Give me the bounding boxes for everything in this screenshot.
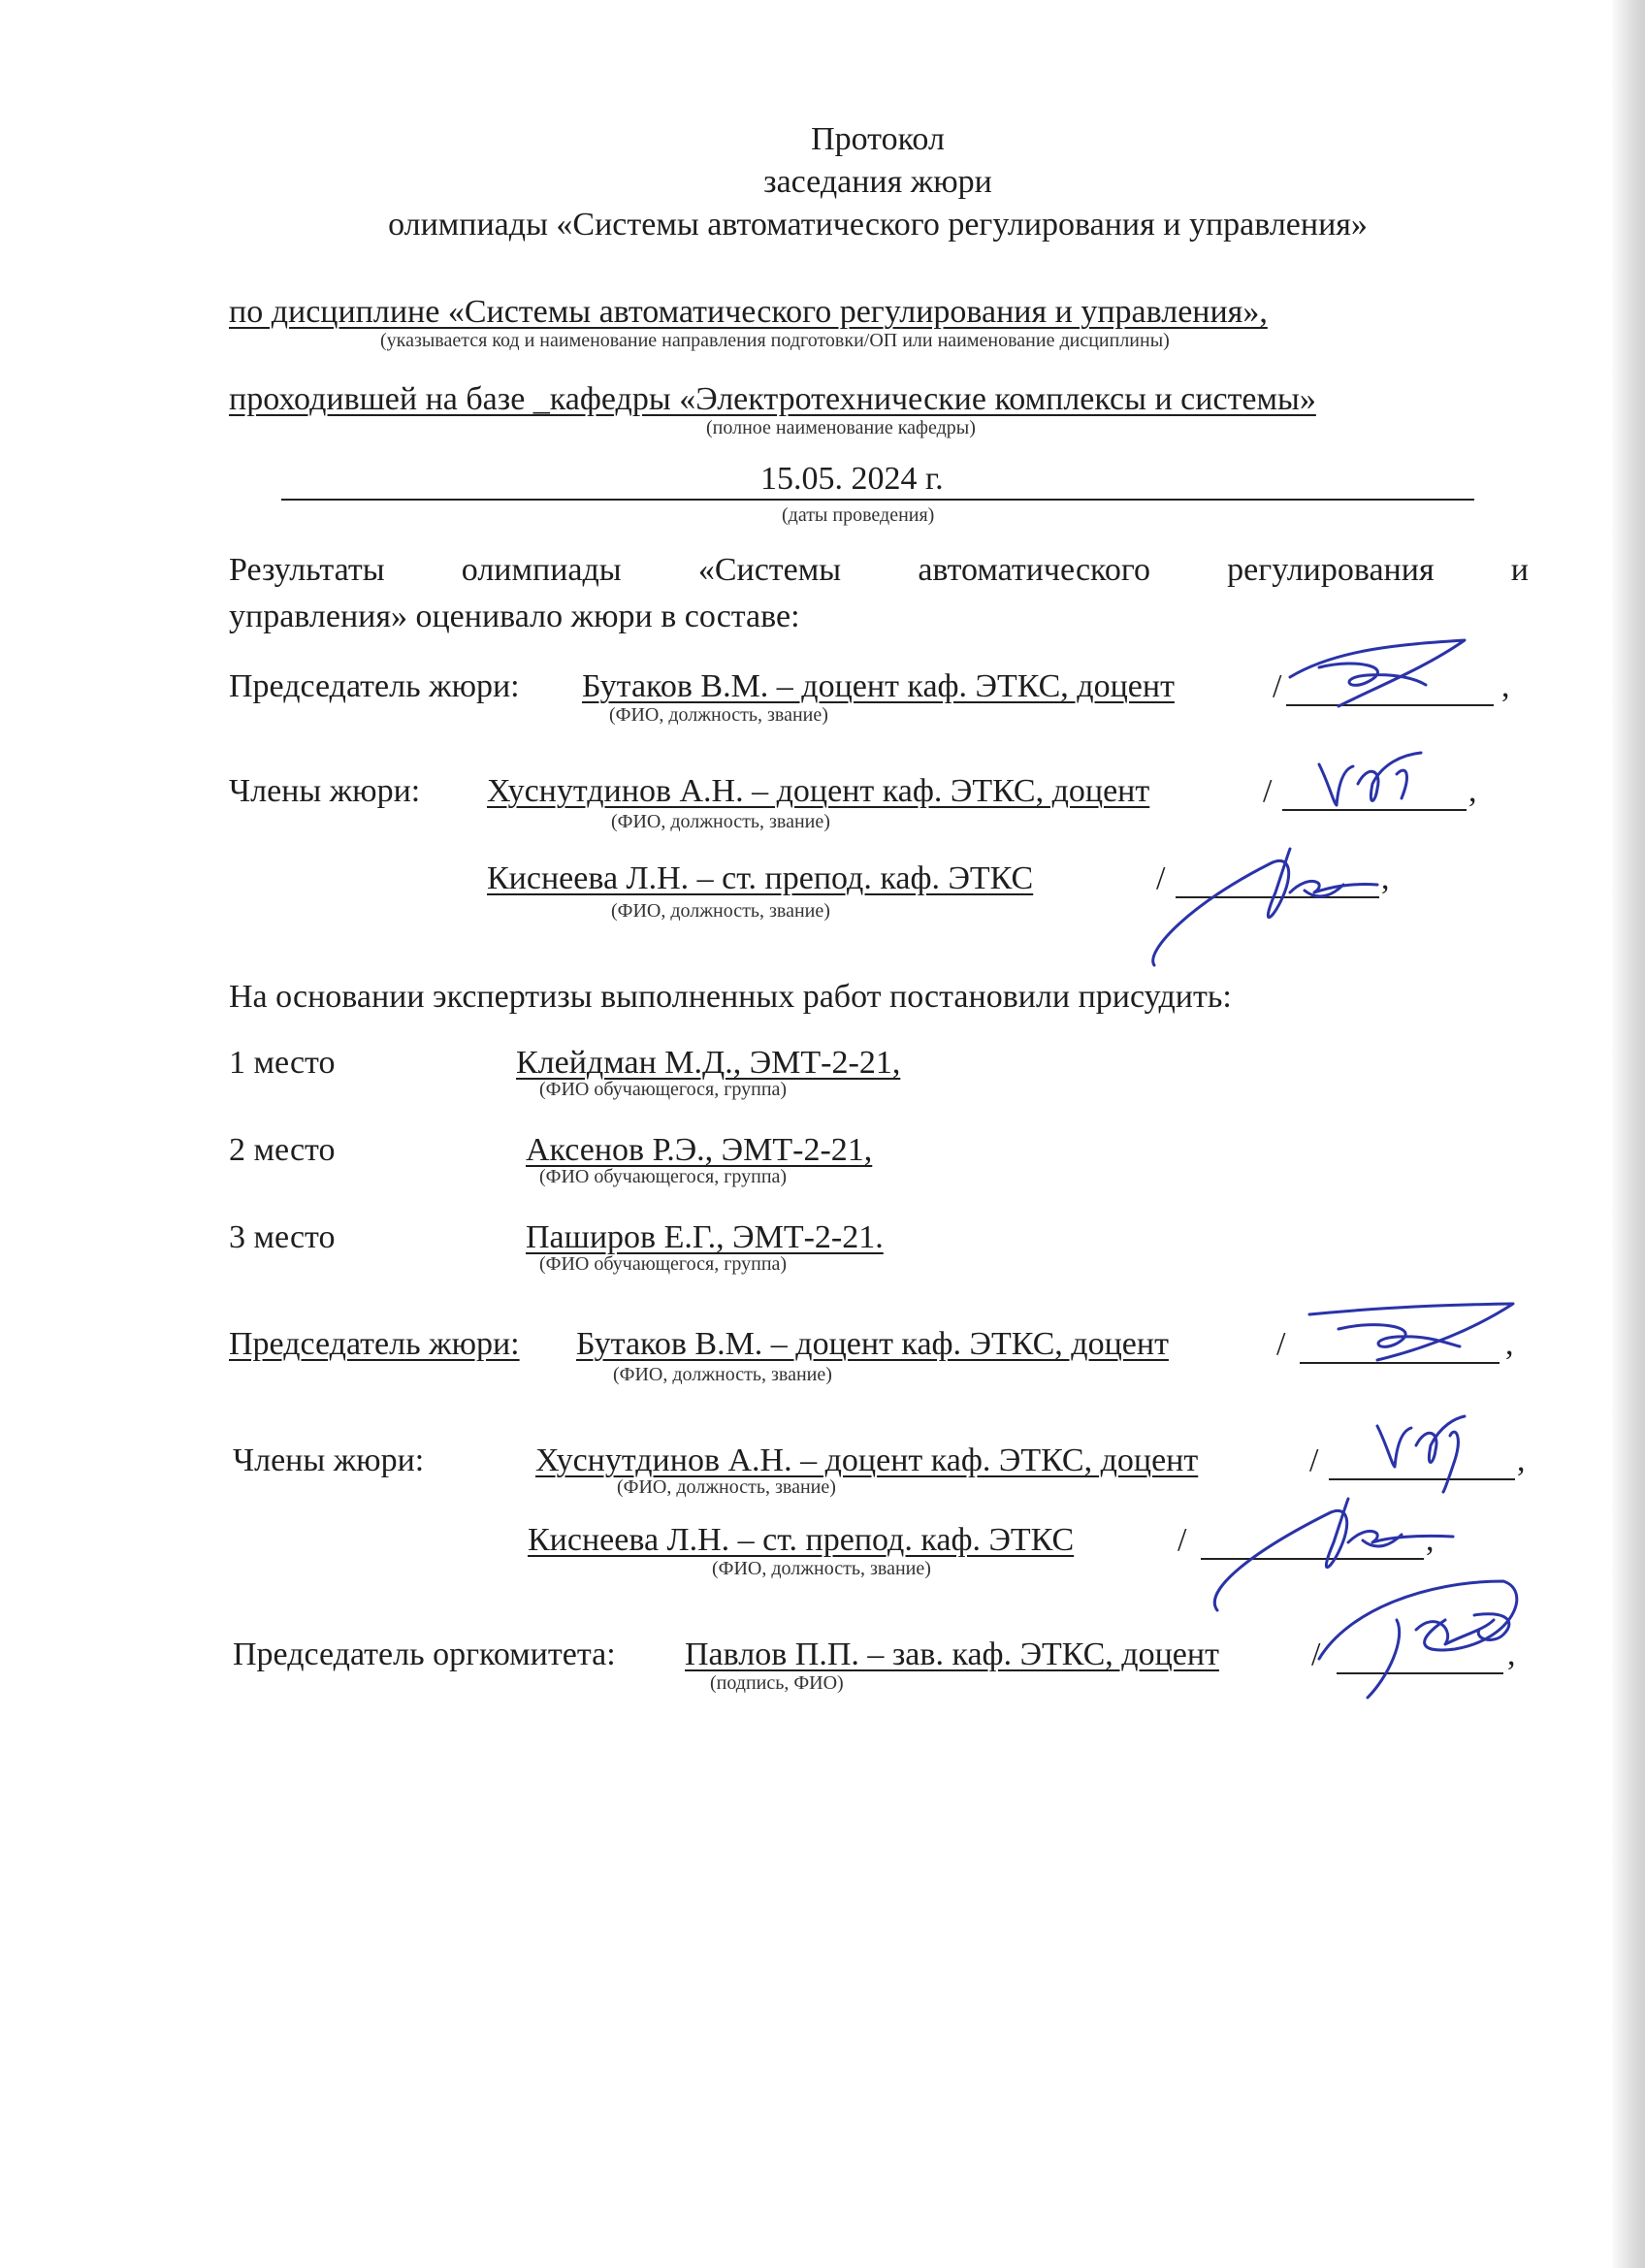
members-label-2: Члены жюри: <box>233 1442 425 1478</box>
chair-signature-2 <box>1300 1300 1523 1368</box>
date-caption: (даты проведения) <box>782 504 935 526</box>
chair-label: Председатель жюри: <box>229 668 520 704</box>
chair-caption: (ФИО, должность, звание) <box>609 704 828 726</box>
orgcommittee-caption: (подпись, ФИО) <box>710 1672 844 1694</box>
chair-value: Бутаков В.М. – доцент каф. ЭТКС, доцент <box>582 668 1175 704</box>
place-1-caption: (ФИО обучающегося, группа) <box>539 1079 788 1100</box>
discipline-line: по дисциплине «Системы автоматического регулирования и управления», <box>229 294 1268 330</box>
event-date: 15.05. 2024 г. <box>760 461 944 497</box>
member1-value: Хуснутдинов А.Н. – доцент каф. ЭТКС, доцент <box>487 773 1150 809</box>
discipline-caption: (указывается код и наименование направления подготовки/ОП или наименование дисциплины) <box>380 330 1170 351</box>
slash: / <box>1276 1326 1286 1362</box>
document-subtitle: заседания жюри <box>763 164 992 200</box>
chair-caption-2: (ФИО, должность, звание) <box>613 1364 832 1385</box>
results-intro-line2: управления» оценивало жюри в составе: <box>229 599 800 634</box>
decision-text: На основании экспертизы выполненных работ постановили присудить: <box>229 979 1232 1015</box>
comma: , <box>1426 1522 1435 1558</box>
results-intro-line1: Результаты олимпиады «Системы автоматического регулирования и <box>229 552 1529 588</box>
members-label: Члены жюри: <box>229 773 421 809</box>
member1-caption-2: (ФИО, должность, звание) <box>617 1476 836 1498</box>
chair-signature <box>1280 638 1474 716</box>
orgcommittee-label: Председатель оргкомитета: <box>233 1636 616 1672</box>
orgcommittee-signature <box>1309 1562 1532 1707</box>
date-underline <box>281 499 1474 501</box>
slash: / <box>1309 1442 1319 1478</box>
place-2-label: 2 место <box>229 1132 336 1168</box>
olympiad-name: олимпиады «Системы автоматического регулирования и управления» <box>388 207 1368 243</box>
member1-value-2: Хуснутдинов А.Н. – доцент каф. ЭТКС, доцент <box>535 1442 1199 1478</box>
slash: / <box>1177 1522 1187 1558</box>
document-title: Протокол <box>811 121 945 157</box>
place-3-value: Паширов Е.Г., ЭМТ-2-21. <box>526 1219 884 1255</box>
place-2-caption: (ФИО обучающегося, группа) <box>539 1166 788 1187</box>
orgcommittee-value: Павлов П.П. – зав. каф. ЭТКС, доцент <box>685 1636 1219 1672</box>
venue-line: проходившей на базе _кафедры «Электротехнические комплексы и системы» <box>229 381 1316 417</box>
member2-value-2: Киснеева Л.Н. – ст. препод. каф. ЭТКС <box>528 1522 1075 1558</box>
place-2-value: Аксенов Р.Э., ЭМТ-2-21, <box>526 1132 873 1168</box>
place-3-label: 3 место <box>229 1219 336 1255</box>
member2-signature <box>1135 834 1426 970</box>
slash: / <box>1156 860 1166 896</box>
comma: , <box>1505 1326 1514 1362</box>
place-3-caption: (ФИО обучающегося, группа) <box>539 1253 788 1275</box>
slash: / <box>1311 1636 1321 1672</box>
place-1-label: 1 место <box>229 1045 336 1081</box>
comma: , <box>1507 1636 1516 1672</box>
member2-value: Киснеева Л.Н. – ст. препод. каф. ЭТКС <box>487 860 1034 896</box>
comma: , <box>1501 668 1510 704</box>
venue-caption: (полное наименование кафедры) <box>706 417 976 438</box>
comma: , <box>1381 860 1390 896</box>
member2-caption-2: (ФИО, должность, звание) <box>712 1558 931 1579</box>
comma: , <box>1468 773 1477 809</box>
chair-label-2: Председатель жюри: <box>229 1326 520 1362</box>
place-1-value: Клейдман М.Д., ЭМТ-2-21, <box>516 1045 901 1081</box>
member2-caption: (ФИО, должность, звание) <box>611 900 830 922</box>
comma: , <box>1517 1442 1526 1478</box>
slash: / <box>1263 773 1273 809</box>
scan-edge-shadow <box>1612 0 1645 2268</box>
chair-value-2: Бутаков В.М. – доцент каф. ЭТКС, доцент <box>576 1326 1169 1362</box>
member1-signature-2 <box>1358 1407 1484 1494</box>
slash: / <box>1273 668 1282 704</box>
member1-caption: (ФИО, должность, звание) <box>611 811 830 832</box>
member1-signature <box>1300 745 1445 813</box>
